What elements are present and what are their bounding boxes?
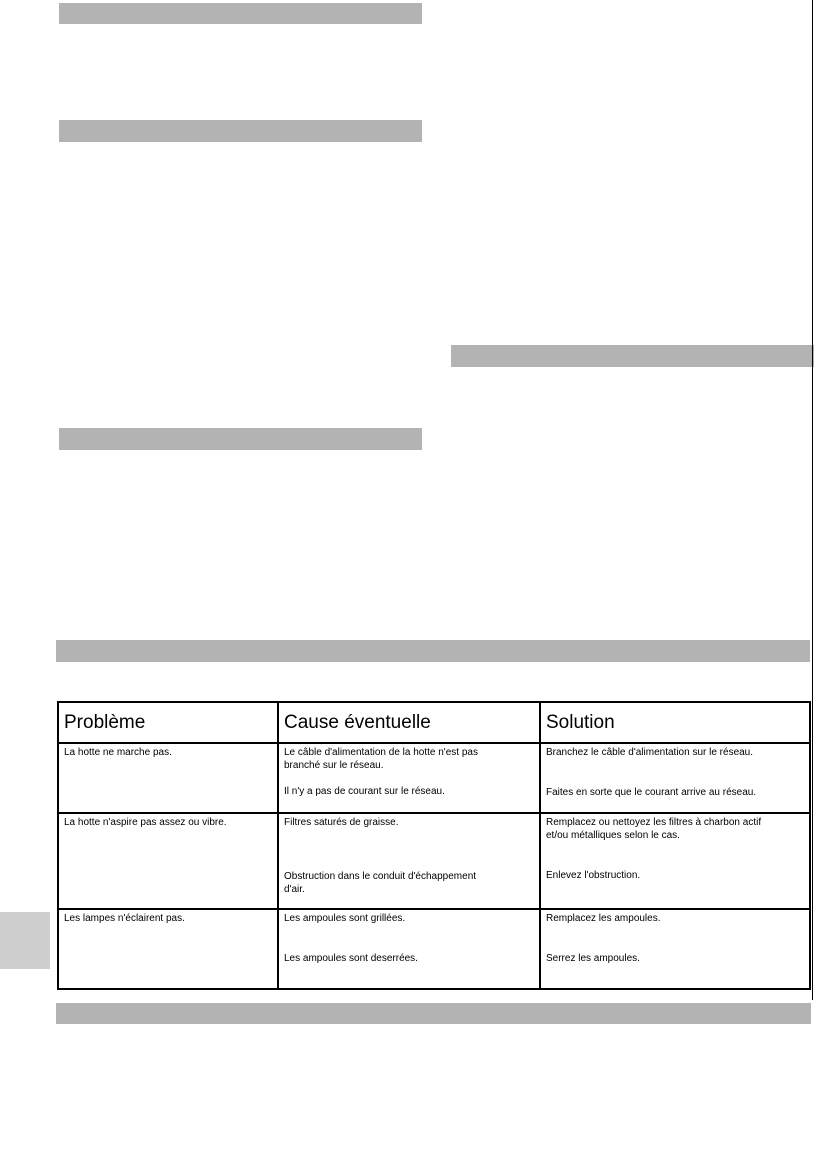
solution-cell: [540, 813, 810, 909]
column-divider: [812, 0, 813, 1000]
troubleshooting-table: [57, 701, 811, 990]
section-header-bar: [59, 428, 422, 450]
language-side-tab: [0, 912, 50, 969]
problem-text: La hotte ne marche pas.: [64, 747, 172, 758]
solution-cell: [540, 743, 810, 813]
solution-cell: [540, 909, 810, 989]
cause-text: Les ampoules sont deserrées.: [284, 953, 418, 964]
solution-text: Faites en sorte que le courant arrive au réseau.: [546, 787, 757, 798]
header-problem: Problème: [58, 702, 278, 743]
header-cause: Cause éventuelle: [278, 702, 540, 743]
cause-cell: [278, 909, 540, 989]
solution-text: Branchez le câble d'alimentation sur le réseau.: [546, 747, 754, 758]
problem-text: La hotte n'aspire pas assez ou vibre.: [64, 817, 227, 828]
problem-cell: [58, 909, 278, 989]
header-solution: Solution: [540, 702, 810, 743]
section-header-bar: [59, 3, 422, 24]
section-header-bar: [451, 345, 814, 367]
problem-cell: [58, 813, 278, 909]
cause-text: Obstruction dans le conduit d'échappement: [284, 871, 477, 882]
cause-text: d'air.: [284, 884, 305, 895]
section-header-bar: [59, 120, 422, 142]
cause-text: branché sur le réseau.: [284, 760, 384, 771]
cause-text: Les ampoules sont grillées.: [284, 913, 406, 924]
problem-cell: [58, 743, 278, 813]
table-row: [58, 813, 810, 909]
footer-bar: [56, 1003, 811, 1024]
solution-text: Enlevez l'obstruction.: [546, 870, 641, 881]
cause-text: Le câble d'alimentation de la hotte n'est pas: [284, 747, 478, 758]
table-row: [58, 909, 810, 989]
table-row: [58, 743, 810, 813]
solution-text: et/ou métalliques selon le cas.: [546, 830, 680, 841]
problem-text: Les lampes n'éclairent pas.: [64, 913, 185, 924]
solution-text: Remplacez ou nettoyez les filtres à charbon actif: [546, 817, 762, 828]
cause-cell: [278, 813, 540, 909]
troubleshooting-header-bar: [56, 640, 810, 662]
solution-text: Serrez les ampoules.: [546, 953, 640, 964]
cause-text: Il n'y a pas de courant sur le réseau.: [284, 786, 445, 797]
cause-text: Filtres saturés de graisse.: [284, 817, 399, 828]
table-header-row: [58, 702, 810, 743]
solution-text: Remplacez les ampoules.: [546, 913, 661, 924]
cause-cell: [278, 743, 540, 813]
